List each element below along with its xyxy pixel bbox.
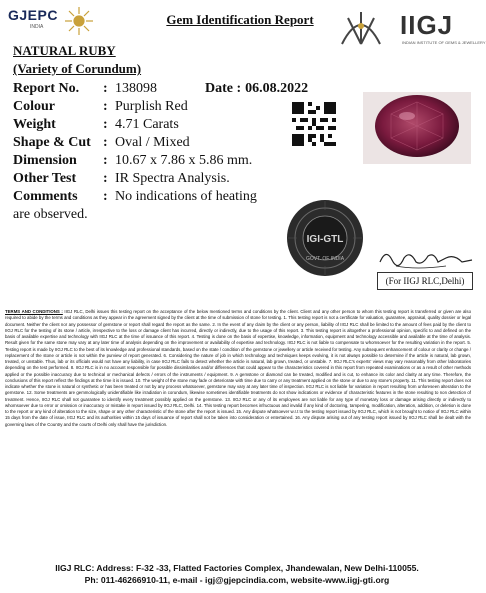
separator: : bbox=[103, 135, 108, 150]
gem-name: NATURAL RUBY bbox=[13, 43, 116, 58]
signature-image bbox=[376, 244, 476, 272]
report-number-label: Report No. bbox=[13, 81, 80, 96]
gjepc-logo-text: GJEPC bbox=[8, 7, 58, 23]
signature-caption: (For IIGJ RLC,Delhi) bbox=[377, 272, 473, 290]
detail-value: 10.67 x 7.86 x 5.86 mm. bbox=[115, 153, 253, 168]
separator: : bbox=[103, 81, 108, 96]
footer-address: IIGJ RLC: Address: F-32 -33, Flatted Factories Complex, Jhandewalan, New Delhi-110055. bbox=[55, 563, 419, 573]
date-label: Date : bbox=[205, 81, 242, 96]
detail-value: Purplish Red bbox=[115, 99, 188, 114]
hologram-seal-icon bbox=[285, 198, 365, 278]
detail-row-weight bbox=[13, 117, 179, 133]
detail-label: Colour bbox=[13, 99, 55, 114]
iigj-logo-text: IIGJ bbox=[400, 10, 454, 40]
sunburst-icon bbox=[64, 6, 94, 36]
report-title: Gem Identification Report bbox=[166, 12, 314, 27]
comments-line-2: are observed. bbox=[13, 207, 88, 222]
detail-label: Weight bbox=[13, 117, 56, 132]
separator: : bbox=[103, 189, 108, 204]
separator: : bbox=[103, 153, 108, 168]
footer-contact: Ph: 011-46266910-11, e-mail - igj@gjepcindia.com, website-www.iigj-gti.org bbox=[84, 575, 390, 585]
report-number-value: 138098 bbox=[115, 81, 157, 96]
hologram-ring-text: GOVT. OF INDIA bbox=[305, 256, 345, 262]
comments-line-1: No indications of heating bbox=[115, 189, 257, 204]
comments-label: Comments bbox=[13, 189, 78, 204]
detail-label: Dimension bbox=[13, 153, 77, 168]
gem-photo bbox=[363, 92, 471, 164]
detail-row-other-test bbox=[13, 171, 230, 187]
iigj-logo bbox=[338, 4, 486, 48]
detail-row-dimension bbox=[13, 153, 252, 169]
detail-row-shape-cut bbox=[13, 135, 190, 151]
separator: : bbox=[103, 171, 108, 186]
detail-label: Shape & Cut bbox=[13, 135, 91, 150]
comments-row bbox=[13, 189, 257, 205]
iigj-logo-subtext: INDIAN INSTITUTE OF GEMS & JEWELLERY bbox=[402, 40, 486, 45]
terms-heading: TERMS AND CONDITIONS : bbox=[5, 309, 63, 314]
detail-row-colour bbox=[13, 99, 188, 115]
detail-value: 4.71 Carats bbox=[115, 117, 179, 132]
terms-and-conditions bbox=[5, 309, 471, 428]
gem-variety: (Variety of Corundum) bbox=[13, 61, 142, 76]
ruby-gem-image bbox=[363, 92, 471, 164]
date-value: 06.08.2022 bbox=[245, 81, 309, 96]
iigj-emblem-icon bbox=[338, 4, 384, 46]
detail-value: Oval / Mixed bbox=[115, 135, 190, 150]
report-number-row bbox=[13, 81, 308, 97]
separator: : bbox=[103, 117, 108, 132]
separator: : bbox=[103, 99, 108, 114]
gjepc-logo bbox=[6, 6, 106, 42]
hologram-center-text: IGI-GTL bbox=[306, 234, 344, 245]
detail-value: IR Spectra Analysis. bbox=[115, 171, 230, 186]
gjepc-logo-subtext: INDIA bbox=[30, 24, 44, 30]
terms-body: IIGJ RLC, Delhi issues this testing report on the acceptance of the below mentioned terms and conditions by the client. Client and any other person to whom this testing report is transferred or given are also required to abide by the terms and conditions as they appear in the agreement signed by the client at the time of submission of stone for testing. 1. This testing report is not a certificate for valuation, guarantee, appraisal, quality dossier or legal document. Neither the client nor any possessor of gemstone or report shall regard the report as the same. 2. In the event of any claim by the client or any person, liability of IIGJ RLC shall be limited to the amount of fees paid by the client to IIGJ RLC for the testing of its stone / article, irrespective to the loss or damage client has incurred, directly or indirectly, due to the usage of this report. 3. This testing report is altogether a professional opinion, specific to and defined on the basis of available expertise and technology with IIGJ RLC at the time of issuance of this report. 4. Testing is done on the basis of expertise, knowledge, information, equipment and technology accessible and available at the time of analysis. Result given for the same stone may vary at any later time of analysis depending on the improvement or availability of expertise and technology. IIGJ RLC is not liable to compensate to whomsoever for the resulting variation in the report. 5. Testing report is made by IIGJ RLC to the best of its knowledge and professional standards, based on the state / condition of the gemstone or jewellery or article received for testing. Any subsequent enhancement of colour or clarity or change / replacement of the stone or article is not within the purview of report generated. 6. Considering the nature of job in which technology and techniques keeps evolving, it is not always possible to determine if the article is natural, lab grown, treated, or unstable. Thus, lab or its officials would not have any liability, in case IIGJ RLC fails to detect whether the article is natural, lab grown, treated, or unstable. 7. IIGJ RLC's experts' views may vary reasonably from other laboratories depending on the test performed. 8. IIGJ RLC is in no account responsible for possible dissimilarities and/or differences that could appear to the characteristics covered in this report from repeated examinations or as a result of other methods applied or the possible inaccuracy due to technical or mechanical defects / errors of the instruments / equipment. 9. A gemstone or diamond can be treated, modified and is cut, to enhance its color and clarity at any time. Therefore, the conclusions of this report reflect the findings at the time it is issued. 10. The weight of the stone may fade or deteriorate with time due to carry or any treatment applied on the stone or due to any stone's property. 11. This testing report does not indicate whether the stone is natural or synthetic or has been treated or not by any process whatsoever, gemstone may vary at any later time of inspection. IIGJ RLC is not liable for variation in report resulting from unforeseen alteration to the gemstone. 12. Some treatments are gemmologically unidentifiable like irradiation in corundum, likewise sometimes identifiable treatments do not show indications or evidence of characteristic features in the stone resulting to non detection of treatment. Hence, IIGJ RLC shall not guarantee to identify every treatment possibly applied on the gemstone. 13. IIGJ RLC or any of its employees are not liable for any type of monetary loss or damage arising directly or indirectly to whomsoever due to error or omission or inaccuracy or mistake in report issued by IIGJ RLC, Delhi. 14. This testing report becomes infructuous and invalid if any kind of doctoring, tampering, modification, alteration, addition, or deletion is done to the report or any kind of alteration to the size, shape or any other characteristic of the stone after the report is issued. 15. Any dispute whatsoever w.r.t to the testing report issued by IIGJ RLC, which is not brought to notice of IIGJ RLC within 15 days from the date of issue, IIGJ RLC and its authorities within 15 days of issuance of report shall not be taken into consideration or entertained. 16. Any dispute arising out of any testing report issued by IIGJ RLC shall be dealt with the governing laws of the Country and the courts of Delhi only shall have the jurisdiction. bbox=[5, 309, 471, 427]
detail-label: Other Test bbox=[13, 171, 77, 186]
qr-code-icon bbox=[292, 102, 336, 146]
